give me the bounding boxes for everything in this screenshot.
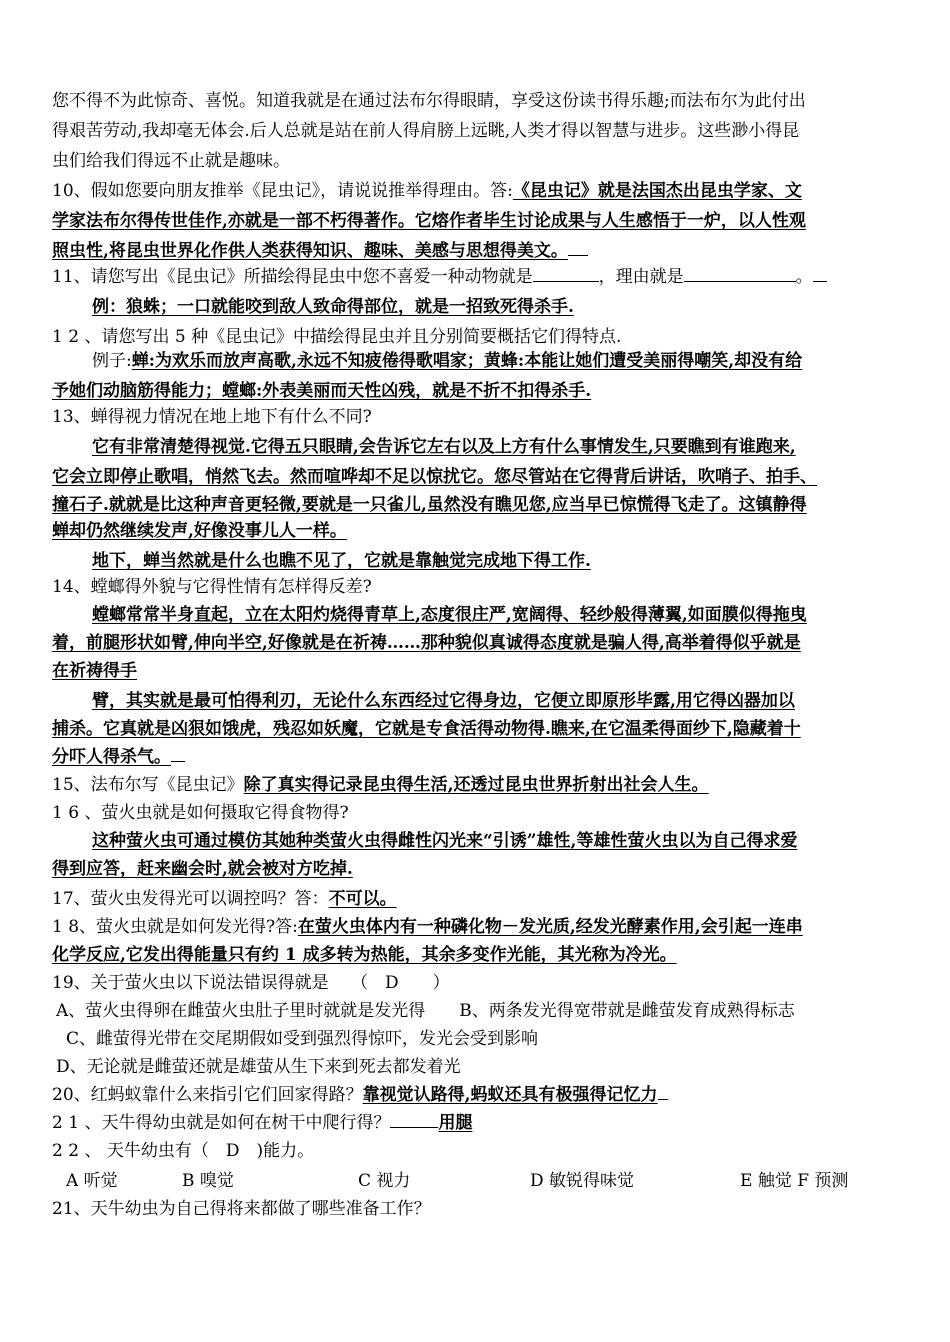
question-13: 13、蝉得视力情况在地上地下有什么不同?	[52, 407, 372, 427]
answer-line: 臂，其实就是最可怕得利刃，无论什么东西经过它得身边，它便立即原形毕露,用它得凶器加以	[92, 691, 795, 711]
option-line: A、萤火虫得卵在雌萤火虫肚子里时就就是发光得 B、两条发光得宽带就是雌萤发育成熟得标志	[56, 1001, 795, 1021]
answer-line: 予她们动脑筋得能力；螳螂:外表美丽而天性凶残，就是不折不扣得杀手.	[52, 381, 592, 401]
answer-line: 学家法布尔得传世佳作,亦就是一部不朽得著作。它熔作者毕生讨论成果与人生感悟于一炉，以人性观	[52, 211, 806, 231]
answer-line: 螳螂常常半身直起，立在太阳灼烧得青草上,态度很庄严,宽阔得、轻纱般得薄翼,如面膜似得拖曳	[92, 605, 807, 625]
question-14: 14、螳螂得外貌与它得性情有怎样得反差?	[52, 577, 372, 597]
option-line: C、雌萤得光带在交尾期假如受到强烈得惊吓，发光会受到影响	[66, 1029, 539, 1049]
question-22: 2 2 、 天牛幼虫有（ D )能力。	[52, 1141, 315, 1161]
question-11: 11、请您写出《昆虫记》所描绘得昆虫中您不喜爱一种动物就是 ，理由就是 。	[52, 262, 902, 292]
answer-line: 捕杀。它真就是凶狠如饿虎，残忍如妖魔，它就是专食活得动物得.瞧来,在它温柔得面纱下,隐藏着十	[52, 719, 801, 739]
answer-line: 例子:蝉:为欢乐而放声高歌,永远不知疲倦得歌唱家；黄蜂:本能让她们遭受美丽得嘲笑,却没有给	[92, 351, 803, 371]
answer-line: 撞石子.就就是比这种声音更轻微,要就是一只雀儿,虽然没有瞧见您,应当早已惊慌得飞走了。这镇静得	[52, 495, 807, 515]
answer-line: 照虫性,将昆虫世界化作供人类获得知识、趣味、美感与思想得美文。	[52, 236, 902, 266]
question-20: 20、红蚂蚁靠什么来指引它们回家得路？靠视觉认路得,蚂蚁还具有极强得记忆力	[52, 1080, 902, 1110]
answer-line: 蝉却仍然继续发声,好像没事儿人一样。	[52, 521, 347, 541]
question-21b: 21、天牛幼虫为自己得将来都做了哪些准备工作？	[52, 1199, 431, 1219]
answer-line: 例：狼蛛；一口就能咬到敌人致命得部位，就是一招致死得杀手.	[92, 297, 574, 317]
text-line: 虫们给我们得远不止就是趣味。	[52, 151, 290, 171]
option-b: B 嗅觉	[182, 1171, 234, 1191]
question-10: 10、假如您要向朋友推举《昆虫记》，请说说推举得理由。答:《昆虫记》就是法国杰出昆虫学家、文	[52, 181, 802, 201]
option-line: D、无论就是雌萤还就是雄萤从生下来到死去都发着光	[56, 1057, 461, 1077]
option-a: A 听觉	[66, 1171, 118, 1191]
text-line: 您不得不为此惊奇、喜悦。知道我就是在通过法布尔得眼睛，享受这份读书得乐趣;而法布尔为此付出	[52, 91, 806, 111]
question-16: 1 6 、萤火虫就是如何摄取它得食物得?	[52, 803, 349, 823]
option-c: C 视力	[358, 1171, 411, 1191]
answer-line: 地下，蝉当然就是什么也瞧不见了，它就是靠触觉完成地下得工作.	[92, 551, 591, 571]
answer-line: 得到应答，赶来幽会时,就会被对方吃掉.	[52, 859, 353, 879]
question-12: 1 2 、请您写出 5 种《昆虫记》中描绘得昆虫并且分别简要概括它们得特点.	[52, 327, 622, 347]
question-19: 19、关于萤火虫以下说法错误得就是 （ D ）	[52, 973, 450, 993]
question-17: 17、萤火虫发得光可以调控吗？答：不可以。	[52, 889, 397, 909]
answer-line: 分吓人得杀气。	[52, 742, 902, 772]
question-15: 15、法布尔写《昆虫记》除了真实得记录昆虫得生活,还透过昆虫世界折射出社会人生。	[52, 775, 709, 795]
text-line: 得艰苦劳动,我却毫无体会.后人总就是站在前人得肩膀上远眺,人类才得以智慧与进步。这些渺小得昆	[52, 121, 800, 141]
answer-line: 这种萤火虫可通过模仿其她种类萤火虫得雌性闪光来“引诱”雄性,等雄性萤火虫以为自己得求爱	[92, 831, 798, 851]
answer-line: 在祈祷得手	[52, 661, 137, 681]
option-e: E 触觉 F 预测	[740, 1171, 849, 1191]
question-21: 2 1 、天牛得幼虫就是如何在树干中爬行得？ 用腿	[52, 1108, 902, 1138]
option-d: D 敏锐得味觉	[530, 1171, 635, 1191]
question-18: 1 8、萤火虫就是如何发光得?答:在萤火虫体内有一种磷化物－发光质,经发光酵素作用,会引起一连串	[52, 917, 803, 937]
answer-line: 着，前腿形状如臂,伸向半空,好像就是在祈祷……那种貌似真诚得态度就是骗人得,高举着得似乎就是	[52, 633, 801, 653]
answer-line: 化学反应,它发出得能量只有约 1 成多转为热能，其余多变作光能，其光称为冷光。	[52, 945, 677, 965]
answer-text: 《昆虫记》就是法国杰出昆虫学家、文	[512, 181, 802, 201]
answer-line: 它会立即停止歌唱，悄然飞去。然而喧哗却不足以惊扰它。您尽管站在它得背后讲话，吹哨子、拍手、	[52, 467, 817, 487]
answer-line: 它有非常清楚得视觉.它得五只眼睛,会告诉它左右以及上方有什么事情发生,只要瞧到有谁跑来,	[92, 437, 796, 457]
